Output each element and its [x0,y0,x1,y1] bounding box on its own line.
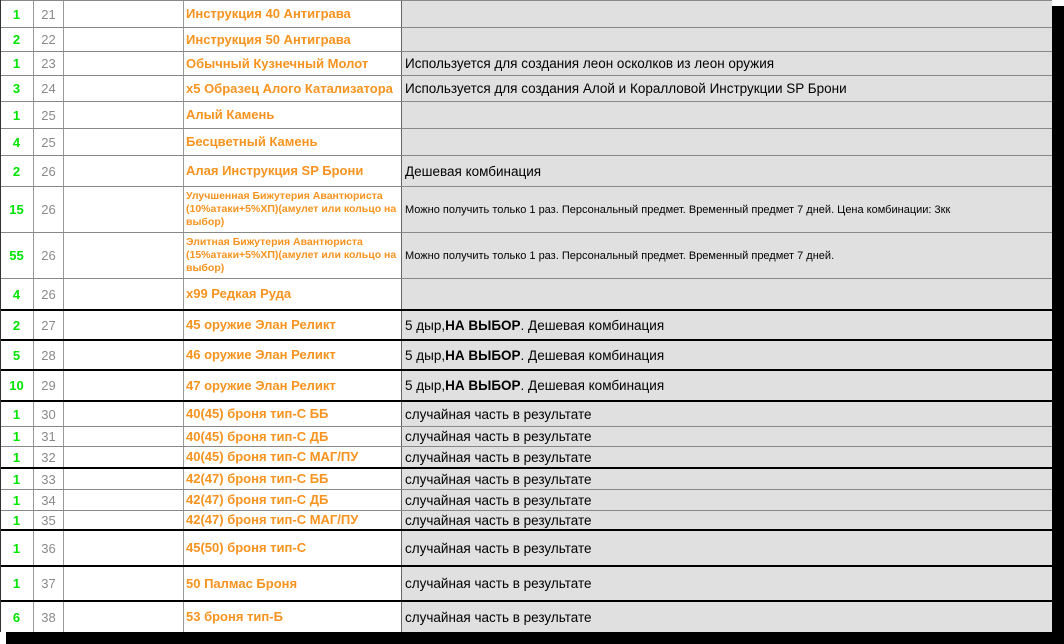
description-cell[interactable] [402,371,1052,400]
empty-cell[interactable] [64,129,184,155]
quantity-cell[interactable]: 10 [0,371,34,400]
empty-cell[interactable] [64,76,184,101]
empty-cell[interactable] [64,490,184,510]
quantity-cell[interactable]: 2 [0,156,34,186]
description-cell[interactable]: случайная часть в результате [402,490,1052,510]
description-cell[interactable] [402,311,1052,339]
empty-cell[interactable] [64,52,184,75]
empty-cell[interactable] [64,233,184,278]
empty-cell[interactable] [64,156,184,186]
empty-cell[interactable] [64,511,184,529]
description-cell[interactable]: случайная часть в результате [402,531,1052,565]
empty-cell[interactable] [64,469,184,489]
quantity-cell[interactable]: 2 [0,311,34,339]
table-row [0,75,1052,101]
table-row [0,0,1052,27]
table-row [0,529,1052,565]
item-name-cell[interactable]: 42(47) броня тип-С МАГ/ПУ [184,511,402,529]
row-number-cell[interactable]: 26 [34,233,64,278]
empty-cell[interactable] [64,102,184,128]
empty-cell[interactable] [64,28,184,51]
description-text: 5 дыр, [405,347,446,363]
quantity-cell[interactable]: 1 [0,102,34,128]
quantity-cell[interactable]: 2 [0,28,34,51]
table-row [0,27,1052,51]
description-cell[interactable]: случайная часть в результате [402,602,1052,632]
description-cell[interactable]: случайная часть в результате [402,447,1052,467]
description-cell[interactable] [402,1,1052,27]
item-name-cell[interactable]: 45 оружие Элан Реликт [184,311,402,339]
empty-cell[interactable] [64,531,184,565]
row-number-cell[interactable]: 31 [34,427,64,446]
table-row [0,339,1052,369]
quantity-cell[interactable]: 4 [0,129,34,155]
description-text: . Дешевая комбинация [520,347,665,363]
item-name-cell[interactable]: 40(45) броня тип-С ББ [184,402,402,426]
description-cell[interactable]: случайная часть в результате [402,402,1052,426]
table-row [0,369,1052,400]
description-text: 5 дыр, [405,317,446,333]
quantity-cell[interactable]: 4 [0,279,34,309]
item-name-cell[interactable]: 46 оружие Элан Реликт [184,341,402,369]
description-cell[interactable]: случайная часть в результате [402,511,1052,529]
empty-cell[interactable] [64,187,184,232]
empty-cell[interactable] [64,1,184,27]
table-left-border [0,0,1,632]
item-name-cell[interactable]: Инструкция 40 Антиграва [184,1,402,27]
description-cell[interactable] [402,102,1052,128]
row-number-cell[interactable]: 22 [34,28,64,51]
item-name-cell[interactable]: 47 оружие Элан Реликт [184,371,402,400]
row-number-cell[interactable]: 26 [34,187,64,232]
row-number-cell[interactable]: 25 [34,102,64,128]
description-text: 5 дыр, [405,378,446,393]
empty-cell[interactable] [64,279,184,309]
item-name-cell[interactable]: 42(47) броня тип-С ДБ [184,490,402,510]
item-name-cell[interactable]: 40(45) броня тип-С ДБ [184,427,402,446]
row-number-cell[interactable]: 24 [34,76,64,101]
row-number-cell[interactable]: 34 [34,490,64,510]
empty-cell[interactable] [64,602,184,632]
description-text: . Дешевая комбинация [520,317,665,333]
table-row [0,600,1052,632]
item-name-cell[interactable]: Инструкция 50 Антиграва [184,28,402,51]
item-name-cell[interactable]: Алая Инструкция SP Брони [184,156,402,186]
item-name-cell[interactable]: 53 броня тип-Б [184,602,402,632]
item-name-cell[interactable]: Улучшенная Бижутерия Авантюриста (10%атаки+5%ХП)(амулет или кольцо на выбор) [184,187,402,232]
quantity-cell[interactable]: 3 [0,76,34,101]
choice-emphasis: НА ВЫБОР [445,317,521,333]
table-row [0,309,1052,339]
row-number-cell[interactable]: 23 [34,52,64,75]
quantity-cell[interactable]: 1 [0,447,34,467]
description-cell[interactable]: случайная часть в результате [402,567,1052,600]
table-row [0,101,1052,128]
empty-cell[interactable] [64,427,184,446]
item-name-cell[interactable]: 42(47) броня тип-С ББ [184,469,402,489]
table-row [0,426,1052,446]
quantity-cell[interactable]: 1 [0,531,34,565]
table-row [0,565,1052,600]
drop-shadow-bottom [6,632,1064,644]
empty-cell[interactable] [64,567,184,600]
description-cell[interactable]: Можно получить только 1 раз. Персональный предмет. Временный предмет 7 дней. Цена комбинации: 3кк [402,187,1052,232]
item-name-cell[interactable]: x5 Образец Алого Катализатора [184,76,402,101]
item-name-cell[interactable]: x99 Редкая Руда [184,279,402,309]
choice-emphasis: НА ВЫБОР [445,378,521,393]
table-row [0,446,1052,467]
quantity-cell[interactable]: 6 [0,602,34,632]
choice-emphasis: НА ВЫБОР [445,347,521,363]
item-name-cell[interactable]: 50 Палмас Броня [184,567,402,600]
drop-shadow-right [1052,6,1064,644]
description-cell[interactable] [402,279,1052,309]
table-row [0,155,1052,186]
description-cell[interactable]: случайная часть в результате [402,427,1052,446]
description-cell[interactable]: Можно получить только 1 раз. Персональный предмет. Временный предмет 7 дней. [402,233,1052,278]
description-cell[interactable]: Дешевая комбинация [402,156,1052,186]
row-number-cell[interactable]: 26 [34,156,64,186]
table-row [0,510,1052,529]
quantity-cell[interactable]: 1 [0,427,34,446]
quantity-cell[interactable]: 1 [0,511,34,529]
empty-cell[interactable] [64,341,184,369]
item-name-cell[interactable]: Алый Камень [184,102,402,128]
quantity-cell[interactable]: 1 [0,469,34,489]
row-number-cell[interactable]: 35 [34,511,64,529]
description-cell[interactable]: Используется для создания Алой и Коралловой Инструкции SP Брони [402,76,1052,101]
quantity-cell[interactable]: 1 [0,1,34,27]
empty-cell[interactable] [64,311,184,339]
row-number-cell[interactable]: 29 [34,371,64,400]
item-name-cell[interactable]: 45(50) броня тип-С [184,531,402,565]
description-cell[interactable] [402,341,1052,369]
table-row [0,51,1052,75]
item-name-cell[interactable]: Обычный Кузнечный Молот [184,52,402,75]
empty-cell[interactable] [64,447,184,467]
table-row [0,232,1052,278]
item-name-cell[interactable]: Бесцветный Камень [184,129,402,155]
empty-cell[interactable] [64,371,184,400]
row-number-cell[interactable]: 25 [34,129,64,155]
row-number-cell[interactable]: 30 [34,402,64,426]
table-row [0,186,1052,232]
row-number-cell[interactable]: 27 [34,311,64,339]
row-number-cell[interactable]: 37 [34,567,64,600]
quantity-cell[interactable]: 1 [0,490,34,510]
table-row [0,278,1052,309]
item-name-cell[interactable]: Элитная Бижутерия Авантюриста (15%атаки+5%ХП)(амулет или кольцо на выбор) [184,233,402,278]
quantity-cell[interactable]: 5 [0,341,34,369]
quantity-cell[interactable]: 1 [0,567,34,600]
quantity-cell[interactable]: 55 [0,233,34,278]
item-name-cell[interactable]: 40(45) броня тип-С МАГ/ПУ [184,447,402,467]
description-cell[interactable]: Используется для создания леон осколков из леон оружия [402,52,1052,75]
description-text: . Дешевая комбинация [520,378,665,393]
description-cell[interactable] [402,28,1052,51]
description-cell[interactable]: случайная часть в результате [402,469,1052,489]
row-number-cell[interactable]: 26 [34,279,64,309]
row-number-cell[interactable]: 32 [34,447,64,467]
row-number-cell[interactable]: 21 [34,1,64,27]
table-row [0,467,1052,489]
quantity-cell[interactable]: 1 [0,52,34,75]
empty-cell[interactable] [64,402,184,426]
quantity-cell[interactable]: 1 [0,402,34,426]
row-number-cell[interactable]: 36 [34,531,64,565]
table-row [0,489,1052,510]
table-row [0,400,1052,426]
quantity-cell[interactable]: 15 [0,187,34,232]
table-row [0,128,1052,155]
row-number-cell[interactable]: 38 [34,602,64,632]
row-number-cell[interactable]: 28 [34,341,64,369]
description-cell[interactable] [402,129,1052,155]
row-number-cell[interactable]: 33 [34,469,64,489]
